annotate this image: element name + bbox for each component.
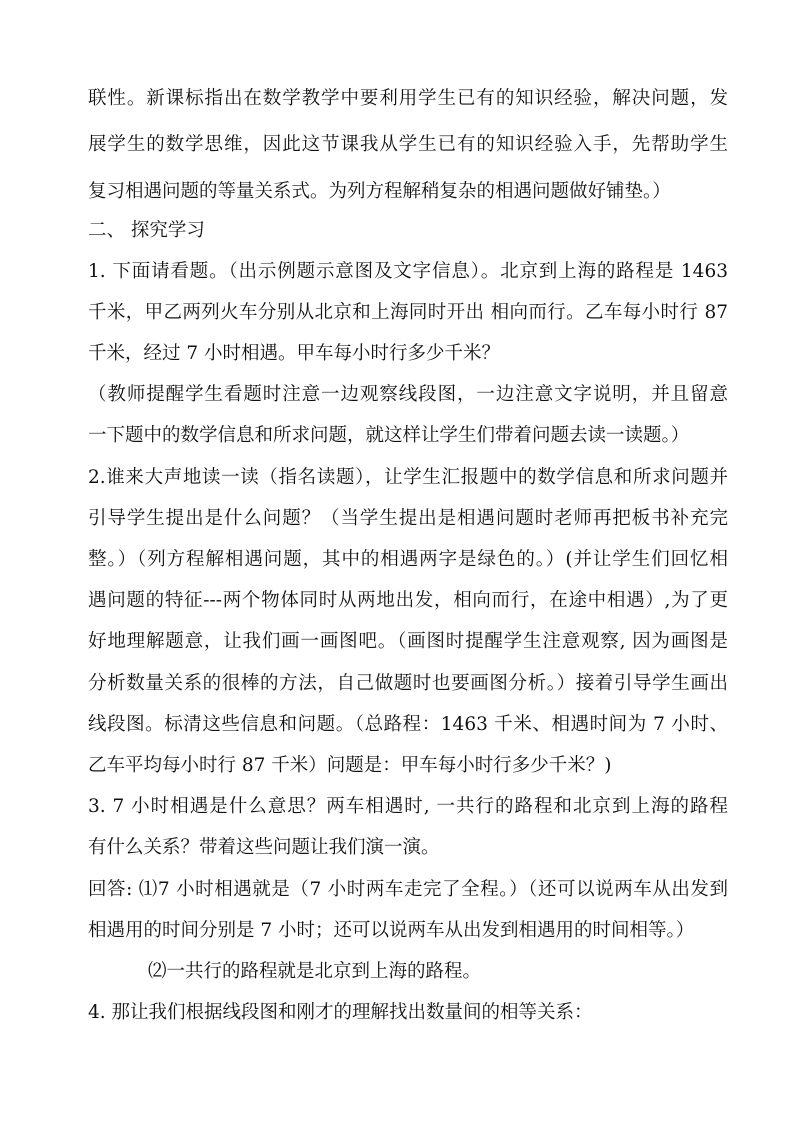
step-1-line-3: 千米，经过 7 小时相遇。甲车每小时行多少千米？ (88, 343, 501, 364)
step-2-line-5: 好地理解题意，让我们画一画图吧。（画图时提醒学生注意观察, 因为画图是 (88, 631, 728, 652)
step-3-line-1: 3. 7 小时相遇是什么意思？两车相遇时, 一共行的路程和北京到上海的路程 (88, 796, 728, 817)
answer-line-2: 相遇用的时间分别是 7 小时；还可以说两车从出发到相遇用的时间相等。） (88, 920, 695, 941)
step-2-line-3: 整。）（列方程解相遇问题，其中的相遇两字是绿色的。）(并让学生们回忆相 (88, 549, 728, 570)
step-3-line-2: 有什么关系？带着这些问题让我们演一演。 (88, 837, 440, 858)
step-2-line-7: 线段图。标清这些信息和问题。（总路程：1463 千米、相遇时间为 7 小时、 (88, 714, 728, 735)
paragraph-line-2: 展学生的数学思维，因此这节课我从学生已有的知识经验入手，先帮助学生 (88, 134, 728, 155)
teacher-note-line-1: （教师提醒学生看题时注意一边观察线段图，一边注意文字说明，并且留意 (88, 384, 728, 405)
step-4-line-1: 4. 那让我们根据线段图和刚才的理解找出数量间的相等关系： (88, 1002, 593, 1023)
step-1-line-1: 1. 下面请看题。（出示例题示意图及文字信息）。北京到上海的路程是 1463 (88, 261, 728, 282)
step-2-line-6: 分析数量关系的很棒的方法，自己做题时也要画图分析。）接着引导学生画出 (88, 673, 728, 694)
step-2-line-1: 2.谁来大声地读一读（指名读题），让学生汇报题中的数学信息和所求问题并 (88, 467, 728, 488)
answer-line-3: ⑵一共行的路程就是北京到上海的路程。 (148, 961, 482, 982)
step-2-line-4: 遇问题的特征---两个物体同时从两地出发，相向而行，在途中相遇）,为了更 (88, 590, 728, 611)
step-2-line-2: 引导学生提出是什么问题？（当学生提出是相遇问题时老师再把板书补充完 (88, 508, 728, 529)
paragraph-line-3: 复习相遇问题的等量关系式。为列方程解稍复杂的相遇问题做好铺垫。） (88, 181, 671, 202)
paragraph-line-1: 联性。新课标指出在数学教学中要利用学生已有的知识经验，解决问题，发 (88, 88, 728, 109)
answer-line-1: 回答: ⑴7 小时相遇就是（7 小时两车走完了全程。）（还可以说两车从出发到 (88, 879, 728, 900)
step-2-line-8: 乙车平均每小时行 87 千米）问题是：甲车每小时行多少千米？) (88, 755, 612, 776)
section-heading: 二、 探究学习 (88, 220, 205, 241)
teacher-note-line-2: 一下题中的数学信息和所求问题，就这样让学生们带着问题去读一读题。） (88, 425, 690, 446)
step-1-line-2: 千米，甲乙两列火车分别从北京和上海同时开出 相向而行。乙车每小时行 87 (88, 302, 728, 323)
